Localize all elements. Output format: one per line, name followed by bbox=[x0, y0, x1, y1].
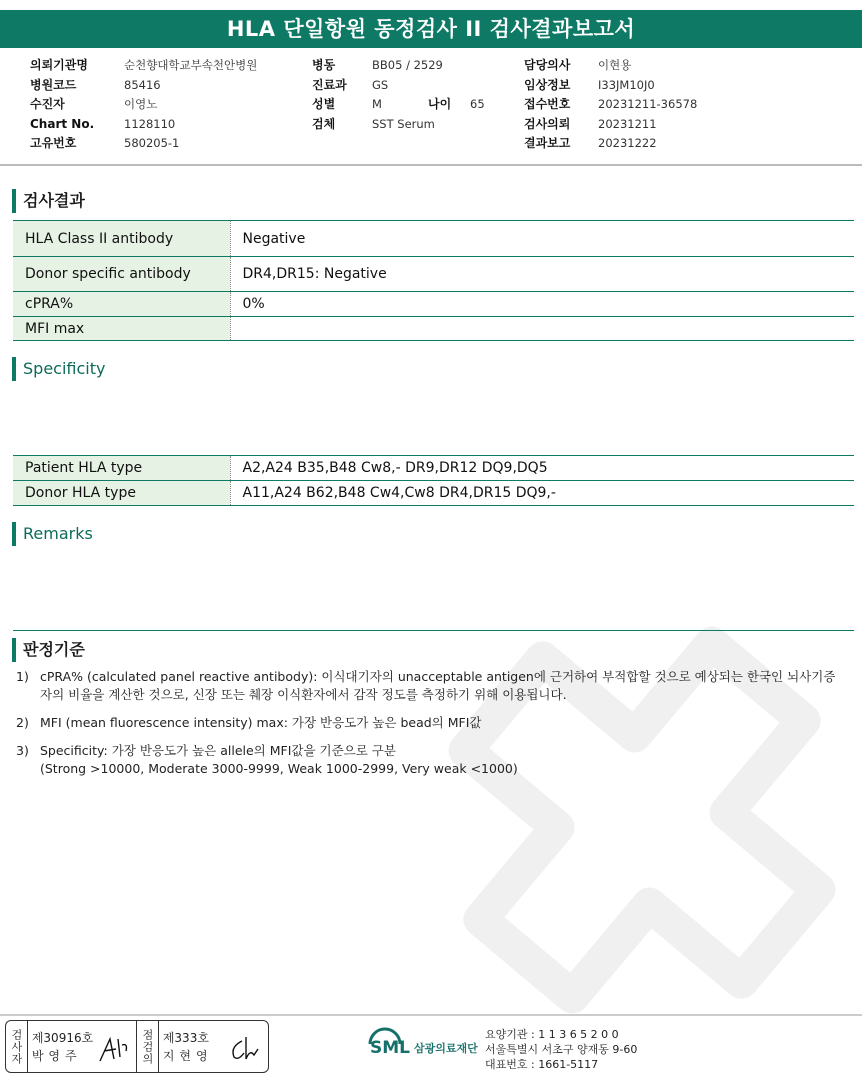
signature-box bbox=[5, 1020, 269, 1073]
patient-info-column-2 bbox=[312, 56, 485, 134]
result-key: HLA Class II antibody bbox=[13, 221, 230, 257]
result-key: MFI max bbox=[13, 317, 230, 341]
table-row bbox=[13, 257, 854, 292]
info-value: GS bbox=[372, 77, 389, 92]
section-title-result: 검사결과 bbox=[12, 189, 85, 213]
checker-cell bbox=[159, 1021, 268, 1072]
list-item bbox=[16, 760, 836, 778]
info-value: BB05 / 2529 bbox=[372, 58, 443, 72]
info-row-department bbox=[312, 76, 485, 96]
examiner-name: 박영주 bbox=[31, 1049, 82, 1063]
company-phone: 대표번호 : 1661-5117 bbox=[485, 1058, 599, 1071]
remarks-divider bbox=[13, 630, 854, 631]
info-label: 검체 bbox=[312, 116, 336, 131]
info-row-clinical bbox=[524, 76, 697, 96]
table-row bbox=[13, 317, 854, 341]
result-table bbox=[13, 220, 854, 341]
company-name: 삼광의료재단 bbox=[414, 1042, 478, 1055]
patient-info-column-1 bbox=[30, 56, 257, 154]
info-row-sex-age bbox=[312, 95, 485, 115]
patient-info-column-3 bbox=[524, 56, 697, 154]
criteria-text: (Strong >10000, Moderate 3000-9999, Weak 1000-2999, Very weak <1000) bbox=[40, 761, 518, 776]
company-address-block bbox=[485, 1027, 637, 1072]
criteria-text: MFI (mean fluorescence intensity) max: 가장 반응도가 높은 bead의 MFI값 bbox=[40, 715, 482, 730]
checker-license: 제333호 bbox=[162, 1031, 209, 1045]
hla-value: A11,A24 B62,B48 Cw4,Cw8 DR4,DR15 DQ9,- bbox=[230, 481, 854, 506]
info-row-patient bbox=[30, 95, 257, 115]
footer-divider bbox=[0, 1014, 862, 1016]
info-value-age: 65 bbox=[470, 97, 485, 111]
info-value: M bbox=[372, 97, 382, 111]
hla-key: Patient HLA type bbox=[13, 456, 230, 481]
section-title-criteria: 판정기준 bbox=[12, 638, 85, 662]
list-item bbox=[16, 668, 836, 704]
result-key: cPRA% bbox=[13, 292, 230, 317]
info-label: Chart No. bbox=[30, 116, 95, 131]
info-label: 접수번호 bbox=[524, 97, 571, 111]
criteria-number bbox=[16, 760, 40, 778]
sml-logo-text: SML bbox=[370, 1038, 410, 1058]
info-row-hospital bbox=[30, 56, 257, 76]
examiner-label bbox=[6, 1021, 28, 1072]
result-value: Negative bbox=[230, 221, 854, 257]
info-label: 성별 bbox=[312, 97, 336, 111]
examiner-label-text: 검사자 bbox=[9, 1028, 23, 1065]
checker-label bbox=[137, 1021, 159, 1072]
report-title: HLA 단일항원 동정검사 II 검사결과보고서 bbox=[0, 10, 862, 48]
info-row-doctor bbox=[524, 56, 697, 76]
info-row-chart-no bbox=[30, 115, 257, 135]
info-value: SST Serum bbox=[372, 116, 435, 131]
result-key: Donor specific antibody bbox=[13, 257, 230, 292]
info-label: 병원코드 bbox=[30, 77, 77, 92]
criteria-number: 1) bbox=[16, 669, 29, 684]
criteria-number: 2) bbox=[16, 715, 29, 730]
info-label: 병동 bbox=[312, 58, 336, 72]
info-value: I33JM10J0 bbox=[598, 77, 655, 92]
criteria-text: Specificity: 가장 반응도가 높은 allele의 MFI값을 기준으로 구분 bbox=[40, 743, 396, 758]
info-value: 20231211-36578 bbox=[598, 97, 698, 111]
examiner-license: 제30916호 bbox=[31, 1031, 94, 1045]
result-value bbox=[230, 317, 854, 341]
info-label: 의뢰기관명 bbox=[30, 58, 88, 72]
info-row-specimen bbox=[312, 115, 485, 135]
info-value: 순천향대학교부속천안병원 bbox=[124, 58, 258, 72]
info-value: 이영노 bbox=[124, 97, 158, 111]
hla-type-table bbox=[13, 455, 854, 506]
info-row-request-date bbox=[524, 115, 697, 135]
info-label: 담당의사 bbox=[524, 58, 571, 72]
list-item bbox=[16, 742, 836, 760]
info-value: 85416 bbox=[124, 77, 161, 92]
info-row-ward bbox=[312, 56, 485, 76]
info-label-age: 나이 bbox=[428, 97, 452, 111]
criteria-text: cPRA% (calculated panel reactive antibody): 이식대기자의 unacceptable antigen에 근거하여 부적합할 것으로 예상되는 한국인 뇌사기증자의 비율을 계산한 것으로, 신장 또는 췌장 이식환자에서 감작 정도를 측정하기 위해 이용됩니다. bbox=[40, 669, 836, 702]
criteria-number: 3) bbox=[16, 743, 29, 758]
list-item bbox=[16, 714, 836, 732]
company-address: 서울특별시 서초구 양재동 9-60 bbox=[485, 1043, 638, 1056]
info-label: 진료과 bbox=[312, 77, 347, 92]
table-row bbox=[13, 221, 854, 257]
info-value: 이현용 bbox=[598, 58, 632, 72]
info-value: 580205-1 bbox=[124, 136, 180, 150]
info-label: 결과보고 bbox=[524, 136, 571, 150]
info-value: 20231222 bbox=[598, 136, 657, 150]
section-title-specificity: Specificity bbox=[12, 357, 105, 381]
checker-signature-icon bbox=[228, 1035, 262, 1065]
header-divider bbox=[0, 164, 862, 166]
table-row bbox=[13, 456, 854, 481]
hla-value: A2,A24 B35,B48 Cw8,- DR9,DR12 DQ9,DQ5 bbox=[230, 456, 854, 481]
info-label: 임상정보 bbox=[524, 77, 571, 92]
info-row-hospital-code bbox=[30, 76, 257, 96]
info-label: 수진자 bbox=[30, 97, 65, 111]
table-row bbox=[13, 292, 854, 317]
hla-key: Donor HLA type bbox=[13, 481, 230, 506]
checker-label-text: 점검의 bbox=[140, 1028, 154, 1065]
examiner-signature-icon bbox=[98, 1035, 130, 1065]
institution-code: 요양기관 : 1 1 3 6 5 2 0 0 bbox=[485, 1028, 619, 1041]
info-value: 20231211 bbox=[598, 116, 657, 131]
table-row bbox=[13, 481, 854, 506]
info-value: 1128110 bbox=[124, 116, 176, 131]
info-label: 검사의뢰 bbox=[524, 116, 571, 131]
result-value: 0% bbox=[230, 292, 854, 317]
info-row-receipt bbox=[524, 95, 697, 115]
info-label: 고유번호 bbox=[30, 136, 77, 150]
info-row-unique-no bbox=[30, 134, 257, 154]
checker-name: 지현영 bbox=[162, 1049, 213, 1063]
result-value: DR4,DR15: Negative bbox=[230, 257, 854, 292]
info-row-report-date bbox=[524, 134, 697, 154]
criteria-list bbox=[16, 668, 836, 788]
sml-logo bbox=[366, 1026, 478, 1062]
section-title-remarks: Remarks bbox=[12, 522, 93, 546]
examiner-cell bbox=[28, 1021, 137, 1072]
